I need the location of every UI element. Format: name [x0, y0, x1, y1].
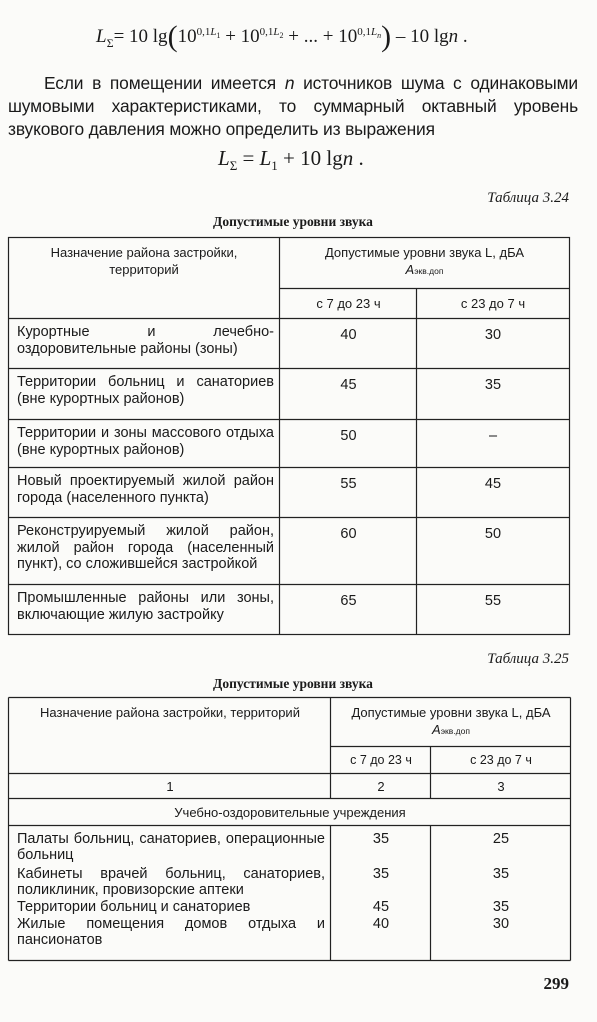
table1-row-label: Промышленные районы или зоны, включающие жилую застройку	[17, 590, 274, 623]
formula-exp-2: 0,1	[259, 25, 274, 38]
formula-lhs: L	[96, 26, 107, 47]
table2-colnum-1: 1	[166, 779, 174, 794]
table2-row-day: 45	[372, 899, 390, 915]
formula-dots: + ... +	[283, 26, 339, 47]
simple-end: .	[353, 146, 364, 170]
formula-sub-1: 1	[216, 30, 221, 40]
table1-row-night: 55	[484, 593, 502, 609]
table2-row-label: Палаты больниц, санаториев, операционные больниц	[17, 831, 325, 863]
table1-row-label: Территории больниц и санаториев (вне курортных районов)	[17, 374, 274, 407]
formula-eq: = 10 lg	[113, 26, 168, 47]
table1-row-label: Территории и зоны массового отдыха (вне курортных районов)	[17, 425, 274, 458]
simple-n: n	[342, 146, 354, 170]
formula-tail: – 10 lg	[391, 26, 449, 47]
table1-caption: Таблица 3.24	[487, 190, 569, 206]
table1-row-day: 60	[340, 526, 357, 542]
table1-row-day: 65	[340, 593, 357, 609]
paragraph-after: источников шума с одинаковыми шумовыми характеристиками, то суммарный октавный уровень звукового давления можно определить из выражения	[8, 73, 578, 139]
formula-end: .	[458, 26, 468, 47]
formula-var-3: L	[370, 25, 378, 38]
table1-row-night: 50	[484, 526, 502, 542]
simple-var: L	[259, 146, 272, 170]
table1-row-label: Курортные и лечебно-оздоровительные районы (зоны)	[17, 324, 274, 357]
table1-col2-header-sub-main: A	[405, 262, 415, 277]
table1-row-label: Новый проектируемый жилой район города (населенного пункта)	[17, 473, 274, 506]
table2-col2-header-sub: экв.доп	[440, 726, 470, 736]
table2-section-header: Учебно-оздоровительные учреждения	[174, 805, 406, 820]
paragraph-var: n	[284, 73, 295, 93]
table2-row-day: 40	[372, 916, 390, 932]
simple-var-sub: 1	[271, 158, 278, 174]
table2-row-night: 30	[492, 916, 510, 932]
table2-colnum-2: 2	[377, 779, 385, 794]
page-number: 299	[543, 974, 569, 993]
table2-row-night: 25	[492, 831, 510, 847]
formula-sub-2: 2	[279, 30, 284, 40]
table2-row-label: Территории больниц и санаториев	[17, 899, 251, 915]
table2-caption: Таблица 3.25	[487, 651, 569, 667]
table1-col2-header-sub: экв.доп	[414, 266, 444, 276]
table2-col1-header: Назначение района застройки, территорий	[40, 705, 300, 720]
table1-row-label: Реконструируемый жилой район, жилой район города (населенный пункт), со сложившейся застройкой	[17, 523, 274, 572]
table1-row-day: 50	[340, 428, 357, 444]
table2-col2-header	[331, 698, 571, 740]
formula-lhs-sub: Σ	[106, 35, 114, 50]
table2-row-night: 35	[492, 866, 510, 882]
table2-row-label: Кабинеты врачей больниц, санаториев, поликлиник, провизорские аптеки	[17, 866, 325, 898]
table1-row-night: 45	[484, 476, 502, 492]
formula-var-1: L	[210, 25, 217, 38]
table1-col1-header: Назначение района застройки, территорий	[50, 245, 238, 277]
table1-row-night: 30	[484, 327, 502, 343]
simple-mid: + 10 lg	[277, 146, 343, 170]
table2-row-label: Жилые помещения домов отдыха и пансионатов	[17, 916, 325, 948]
formula-term-2: 10	[240, 26, 260, 47]
paragraph-before: Если в помещении имеется	[44, 73, 285, 93]
table2-sub-night: с 23 до 7 ч	[470, 753, 532, 767]
simple-lhs-sub: Σ	[229, 158, 238, 174]
paren-open: (	[167, 20, 178, 53]
formula-term-3: 10	[338, 26, 358, 47]
formula-var-2: L	[273, 25, 280, 38]
formula-sub-3: n	[377, 30, 382, 40]
table2-title: Допустимые уровни звука	[213, 676, 373, 691]
table2-sub-day: с 7 до 23 ч	[350, 753, 412, 767]
table2-col2-header-sub-main: A	[432, 722, 441, 737]
table2-row-day: 35	[372, 866, 390, 882]
table2-col2-header-text: Допустимые уровни звука L, дБА	[351, 705, 551, 720]
table2-row-day: 35	[372, 831, 390, 847]
simple-eq: =	[237, 146, 260, 170]
paren-close: )	[381, 20, 392, 53]
table1-row-day: 45	[340, 377, 357, 393]
table1-sub-night: с 23 до 7 ч	[460, 296, 526, 311]
formula-exp-3: 0,1	[357, 25, 371, 38]
table1-col2-header-text: Допустимые уровни звука L, дБА	[324, 245, 525, 260]
table1-title: Допустимые уровни звука	[213, 214, 373, 229]
table2-colnum-3: 3	[497, 779, 505, 794]
formula-exp-1: 0,1	[196, 25, 211, 38]
formula-plus: +	[220, 26, 241, 47]
table2-row-night: 35	[492, 899, 510, 915]
formula-term-1: 10	[177, 26, 197, 47]
table1-row-day: 55	[340, 476, 357, 492]
table1-row-day: 40	[340, 327, 357, 343]
formula-tail-var: n	[448, 26, 459, 47]
simple-lhs: L	[218, 146, 230, 170]
table1-row-night: –	[488, 428, 498, 444]
table1-row-night: 35	[484, 377, 502, 393]
table1-sub-day: с 7 до 23 ч	[316, 296, 381, 311]
